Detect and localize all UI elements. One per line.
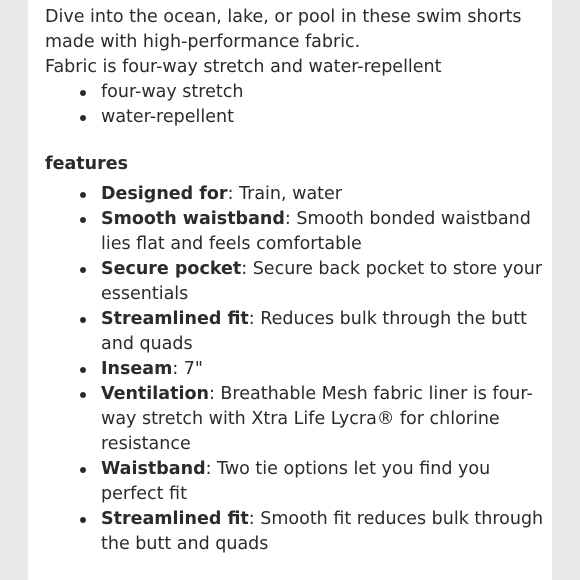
feature-text: : Smooth fit reduces bulk through the butt and quads [101,509,544,554]
features-list [45,182,545,557]
feature-text: : Reduces bulk through the butt and quads [101,309,527,354]
description-panel [28,0,552,580]
feature-item [45,357,545,382]
feature-name: Streamlined fit [101,509,249,529]
list-item: four-way stretch [45,80,545,105]
feature-name: Designed for [101,184,228,204]
feature-text: : Breathable Mesh fabric liner is four-way stretch with Xtra Life Lycra® for chlorine resistance [101,384,533,454]
intro-line: Fabric is four-way stretch and water-repellent [45,57,442,77]
feature-text: : Secure back pocket to store your essentials [101,259,543,304]
feature-name: Smooth waistband [101,209,285,229]
feature-name: Ventilation [101,384,209,404]
feature-item [45,182,545,207]
feature-item [45,307,545,357]
intro-paragraph [45,5,545,80]
feature-text: : Smooth bonded waistband lies flat and feels comfortable [101,209,531,254]
list-item: water-repellent [45,105,545,130]
fabric-list [45,80,545,130]
intro-line: Dive into the ocean, lake, or pool in these swim shorts [45,7,522,27]
intro-line: made with high-performance fabric. [45,32,361,52]
feature-name: Streamlined fit [101,309,249,329]
product-description [45,5,545,557]
feature-text: : 7" [172,359,203,379]
feature-text: : Train, water [227,184,342,204]
feature-item [45,457,545,507]
feature-item [45,507,545,557]
feature-name: Secure pocket [101,259,242,279]
features-heading: features [45,154,129,174]
feature-name: Inseam [101,359,173,379]
feature-name: Waistband [101,459,206,479]
feature-item [45,382,545,457]
feature-item [45,257,545,307]
feature-item [45,207,545,257]
feature-text: : Two tie options let you find you perfect fit [101,459,491,504]
